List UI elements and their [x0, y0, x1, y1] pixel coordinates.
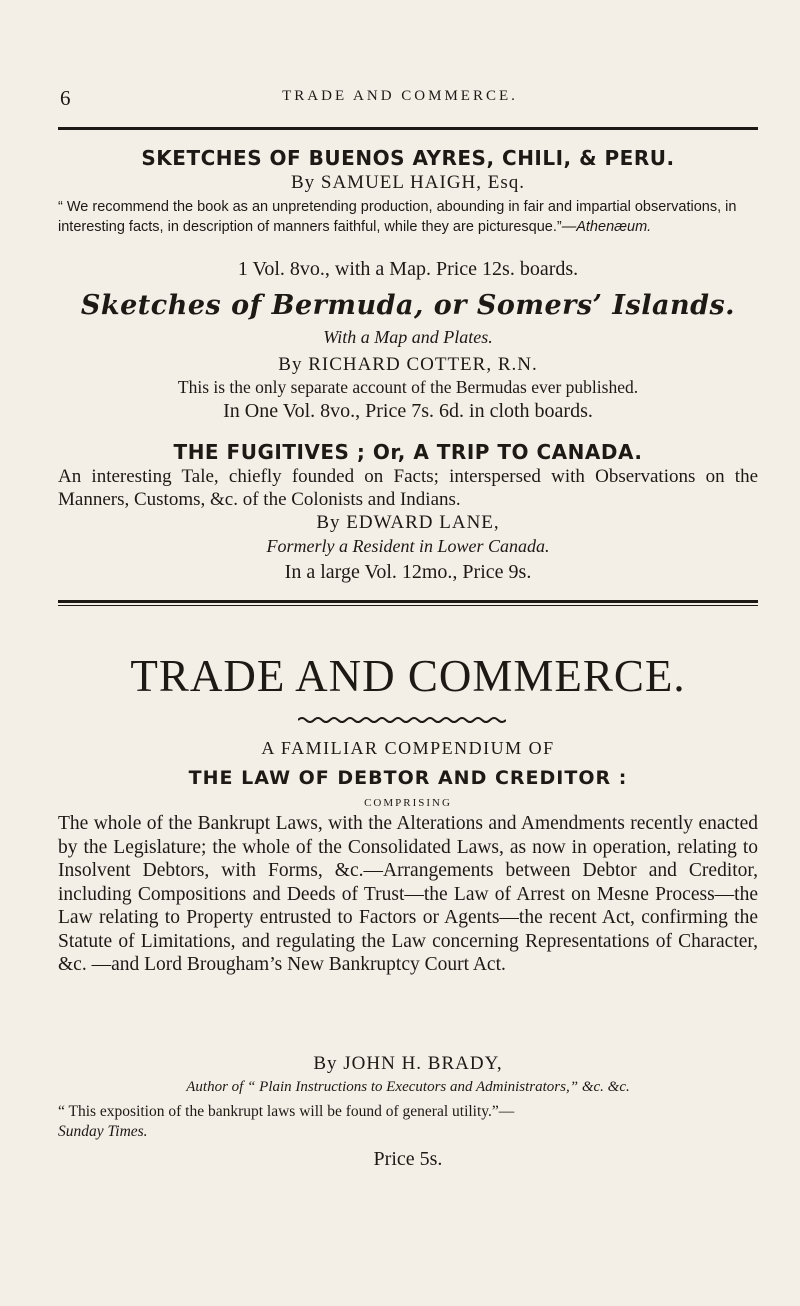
- ad2-description: This is the only separate account of the Bermudas ever published.: [177, 377, 639, 397]
- section-rule-thick: [58, 600, 758, 603]
- ad3-title: THE FUGITIVES ; Or, A TRIP TO CANADA.: [173, 440, 643, 464]
- ad3-author: By EDWARD LANE,: [316, 512, 500, 533]
- ad4-quote: [58, 1102, 758, 1142]
- ad1-author: By SAMUEL HAIGH, Esq.: [290, 172, 526, 193]
- ad1-quote-text: “ We recommend the book as an unpretending production, abounding in fair and impartial observations, in interesting facts, in description of manners faithful, while they are picturesque.”: [58, 199, 737, 235]
- ad3-author-note: Formerly a Resident in Lower Canada.: [266, 536, 550, 556]
- ad4-comprising: COMPRISING: [364, 797, 452, 809]
- ad4-body: The whole of the Bankrupt Laws, with the Alterations and Amendments recently enacted by the Legislature; the whole of the Consolidated Laws, as now in operation, relating to Insolvent Debtors, with Forms, &c.—Arrangements between Debtor and Creditor, including Compositions and Deeds of Trust—the Law of Arrest on Mesne Process—the Law relating to Property entrusted to Factors or Agents—the recent Act, confirming the Statute of Limitations, and regulating the Law concerning Representations of Character, &c. —and Lord Brougham’s New Bankruptcy Court Act.: [58, 813, 758, 975]
- section-rule-thin: [58, 605, 758, 606]
- section-title: TRADE AND COMMERCE.: [130, 651, 686, 701]
- ad4-subtitle: A FAMILIAR COMPENDIUM OF: [261, 738, 555, 758]
- ad4-quote-text: “ This exposition of the bankrupt laws will be found of general utility.”—: [58, 1103, 515, 1120]
- ad4-author: By JOHN H. BRADY,: [313, 1053, 503, 1074]
- ad4-title: THE LAW OF DEBTOR AND CREDITOR :: [188, 767, 628, 789]
- ad2-price: In One Vol. 8vo., Price 7s. 6d. in cloth boards.: [223, 400, 593, 422]
- running-title: TRADE AND COMMERCE.: [282, 88, 518, 104]
- ad2-title: Sketches of Bermuda, or Somers’ Islands.: [80, 290, 736, 321]
- ad2-author: By RICHARD COTTER, R.N.: [278, 354, 538, 375]
- ad4-author-note: Author of “ Plain Instructions to Executors and Administrators,” &c. &c.: [186, 1079, 630, 1095]
- ad4-quote-source: Sunday Times.: [58, 1123, 148, 1140]
- ad2-subtitle: With a Map and Plates.: [323, 327, 493, 347]
- ad1-quote: [58, 197, 758, 237]
- page-number: 6: [60, 86, 71, 110]
- ad4-price: Price 5s.: [373, 1148, 443, 1170]
- header-rule: [58, 127, 758, 130]
- ad1-quote-source: —Athenæum.: [561, 219, 652, 235]
- ad3-price: In a large Vol. 12mo., Price 9s.: [284, 561, 532, 583]
- ornament-rule: [298, 716, 506, 724]
- ad1-title: SKETCHES OF BUENOS AYRES, CHILI, & PERU.: [141, 146, 675, 170]
- ad1-price: 1 Vol. 8vo., with a Map. Price 12s. boards.: [237, 258, 579, 280]
- ad3-description: An interesting Tale, chiefly founded on Facts; interspersed with Observations on the Manners, Customs, &c. of the Colonists and Indians.: [58, 466, 758, 510]
